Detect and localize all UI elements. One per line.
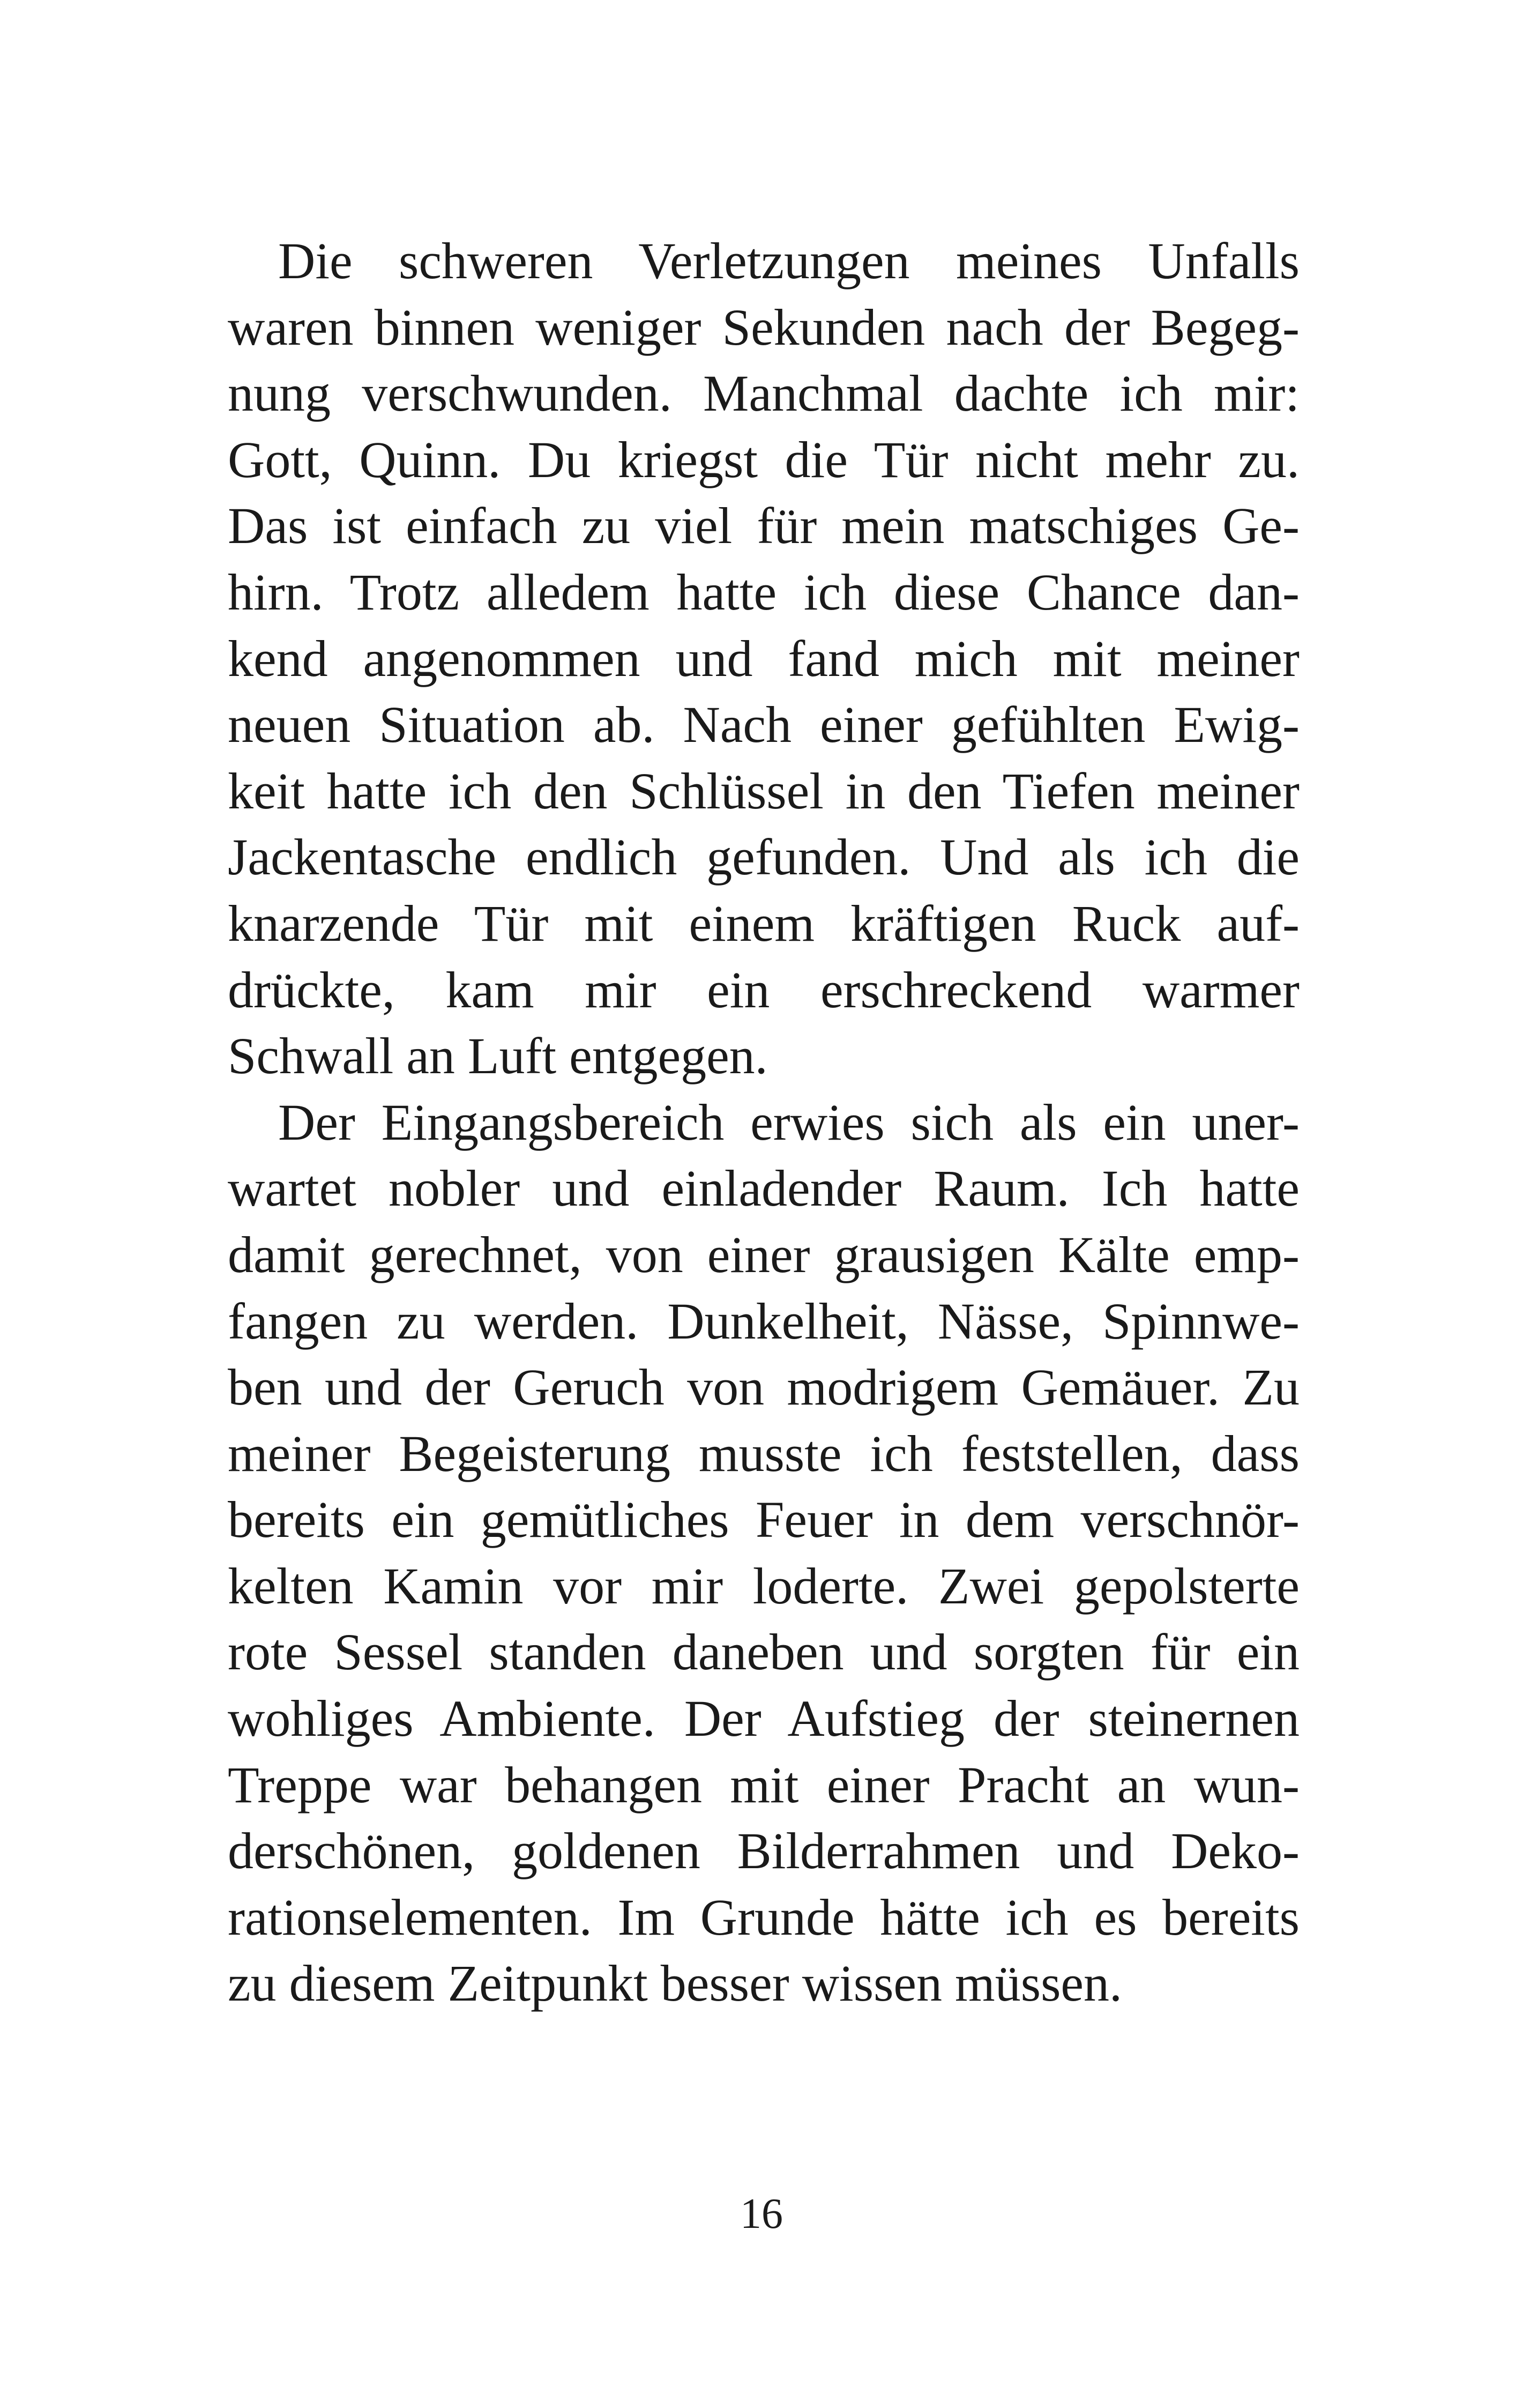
- body-text: [228, 228, 1300, 2017]
- text-line: neuen Situation ab. Nach einer gefühlten Ewig-: [228, 696, 1300, 754]
- text-line: Schwall an Luft entgegen.: [228, 1027, 768, 1085]
- text-line: Der Eingangsbereich erwies sich als ein uner-: [278, 1093, 1300, 1151]
- text-line: hirn. Trotz alledem hatte ich diese Chance dan-: [228, 563, 1300, 621]
- text-line: wohliges Ambiente. Der Aufstieg der steinernen: [228, 1690, 1300, 1748]
- text-line: fangen zu werden. Dunkelheit, Nässe, Spinnwe-: [228, 1292, 1300, 1350]
- page-number: 16: [740, 2190, 783, 2238]
- text-line: kend angenommen und fand mich mit meiner: [228, 629, 1300, 687]
- text-line: rationselementen. Im Grunde hätte ich es bereits: [228, 1888, 1300, 1946]
- text-line: keit hatte ich den Schlüssel in den Tiefen meiner: [228, 762, 1300, 820]
- text-line: damit gerechnet, von einer grausigen Kälte emp-: [228, 1225, 1300, 1283]
- text-line: Die schweren Verletzungen meines Unfalls: [278, 232, 1300, 289]
- text-line: waren binnen weniger Sekunden nach der Begeg-: [228, 298, 1300, 356]
- text-line: Jackentasche endlich gefunden. Und als ich die: [228, 828, 1300, 886]
- text-line: nung verschwunden. Manchmal dachte ich mir:: [228, 365, 1300, 422]
- text-line: ben und der Geruch von modrigem Gemäuer. Zu: [228, 1358, 1300, 1416]
- text-line: kelten Kamin vor mir loderte. Zwei gepolsterte: [228, 1557, 1300, 1615]
- text-line: rote Sessel standen daneben und sorgten für ein: [228, 1623, 1300, 1681]
- text-line: zu diesem Zeitpunkt besser wissen müssen.: [228, 1954, 1123, 2012]
- text-line: Treppe war behangen mit einer Pracht an wun-: [228, 1756, 1300, 1814]
- text-line: drückte, kam mir ein erschreckend warmer: [228, 961, 1300, 1019]
- text-line: derschönen, goldenen Bilderrahmen und Deko-: [228, 1822, 1300, 1880]
- text-line: Das ist einfach zu viel für mein matschiges Ge-: [228, 497, 1300, 555]
- text-line: Gott, Quinn. Du kriegst die Tür nicht mehr zu.: [228, 430, 1300, 488]
- text-line: knarzende Tür mit einem kräftigen Ruck auf-: [228, 894, 1300, 952]
- text-line: bereits ein gemütliches Feuer in dem verschnör-: [228, 1491, 1300, 1549]
- text-line: meiner Begeisterung musste ich feststellen, dass: [228, 1424, 1300, 1482]
- text-line: wartet nobler und einladender Raum. Ich hatte: [228, 1160, 1300, 1217]
